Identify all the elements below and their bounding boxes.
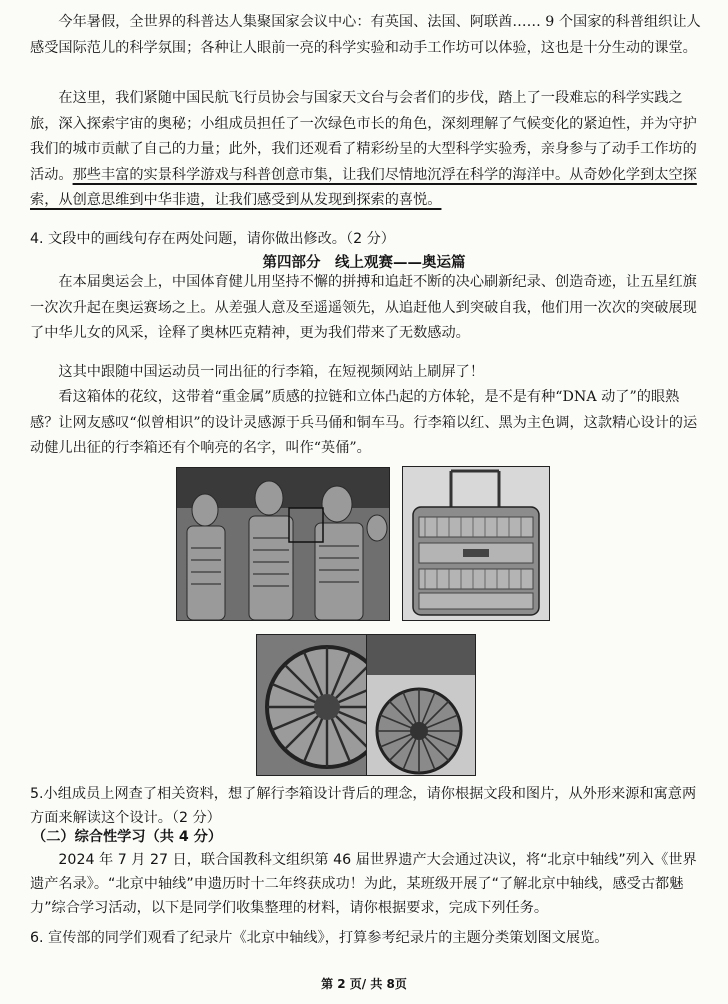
section-2-heading: （二）综合性学习（共 4 分）	[32, 829, 223, 845]
intro-paragraph-1: 今年暑假，全世界的科普达人集聚国家会议中心：有英国、法国、阿联酋…… 9 个国家的科普组织让人感受国际范儿的科学氛围；各种让人眼前一亮的科学实验和动手工作坊可以体验，这也是十分生动的课堂。	[30, 14, 701, 56]
intro-paragraph-2	[30, 86, 702, 214]
chariot-wheel-photo	[256, 634, 368, 776]
intro-paragraph-2-text: 在这里，我们紧随中国民航飞行员协会与国家天文台与会者们的步伐，踏上了一段难忘的科学实践之旅，深入探索宇宙的奥秘；小组成员担任了一次绿色市长的角色，深刻理解了气候变化的紧迫性，并为守护我们的城市贡献了自己的力量；此外，我们还观看了精彩纷呈的大型科学实验秀，亲身参与了动手工作坊的活动。	[30, 90, 697, 183]
part4-heading: 第四部分 线上观赛——奥运篇	[262, 255, 466, 271]
part4-paragraph-2: 这其中跟随中国运动员一同出征的行李箱，在短视频网站上刷屏了！	[58, 364, 485, 380]
section-2-paragraph: 2024 年 7 月 27 日，联合国教科文组织第 46 届世界遗产大会通过决议，将“北京中轴线”列入《世界遗产名录》。“北京中轴线”申遗历时十二年终获成功！为此，某班级开展了“了解北京中轴线，感受古都魅力”综合学习活动，以下是同学们收集整理的材料，请你根据要求，完成下列任务。	[30, 852, 697, 916]
suitcase-photo	[402, 466, 550, 621]
terracotta-warriors-photo	[176, 467, 390, 621]
question-6: 6. 宣传部的同学们观看了纪录片《北京中轴线》，打算参考纪录片的主题分类策划图文展览。	[30, 930, 609, 946]
part4-paragraph-1: 在本届奥运会上，中国体育健儿用坚持不懈的拼搏和追赶不断的决心刷新纪录、创造奇迹，让五星红旗一次次升起在奥运赛场之上。从差强人意及至遥遥领先，从追赶他人到突破自我，他们用一次次的突破展现了中华儿女的风采，诠释了奥林匹克精神，更为我们带来了无数感动。	[30, 274, 697, 342]
question-4: 4. 文段中的画线句存在两处问题，请你做出修改。（2 分）	[30, 231, 395, 247]
part4-paragraph-3: 看这箱体的花纹，这带着“重金属”质感的拉链和立体凸起的方体轮，是不是有种“DNA 动了”的眼熟感？让网友感叹“似曾相识”的设计灵感源于兵马俑和铜车马。行李箱以红、黑为主色调，这款精心设计的运动健儿出征的行李箱还有个响亮的名字，叫作“英俑”。	[30, 389, 698, 457]
suitcase-wheel-photo	[366, 634, 476, 776]
underlined-sentence: 那些丰富的实景科学游戏与科普创意市集，让我们尽情地沉浮在科学的海洋中。从奇妙化学到太空探索，从创意思维到中华非遗，让我们感受到从发现到探索的喜悦。	[30, 166, 697, 209]
page-footer: 第 2 页/ 共 8页	[321, 977, 407, 991]
question-5: 5.小组成员上网查了相关资料，想了解行李箱设计背后的理念，请你根据文段和图片，从外形来源和寓意两方面来解读这个设计。（2 分）	[30, 786, 697, 826]
